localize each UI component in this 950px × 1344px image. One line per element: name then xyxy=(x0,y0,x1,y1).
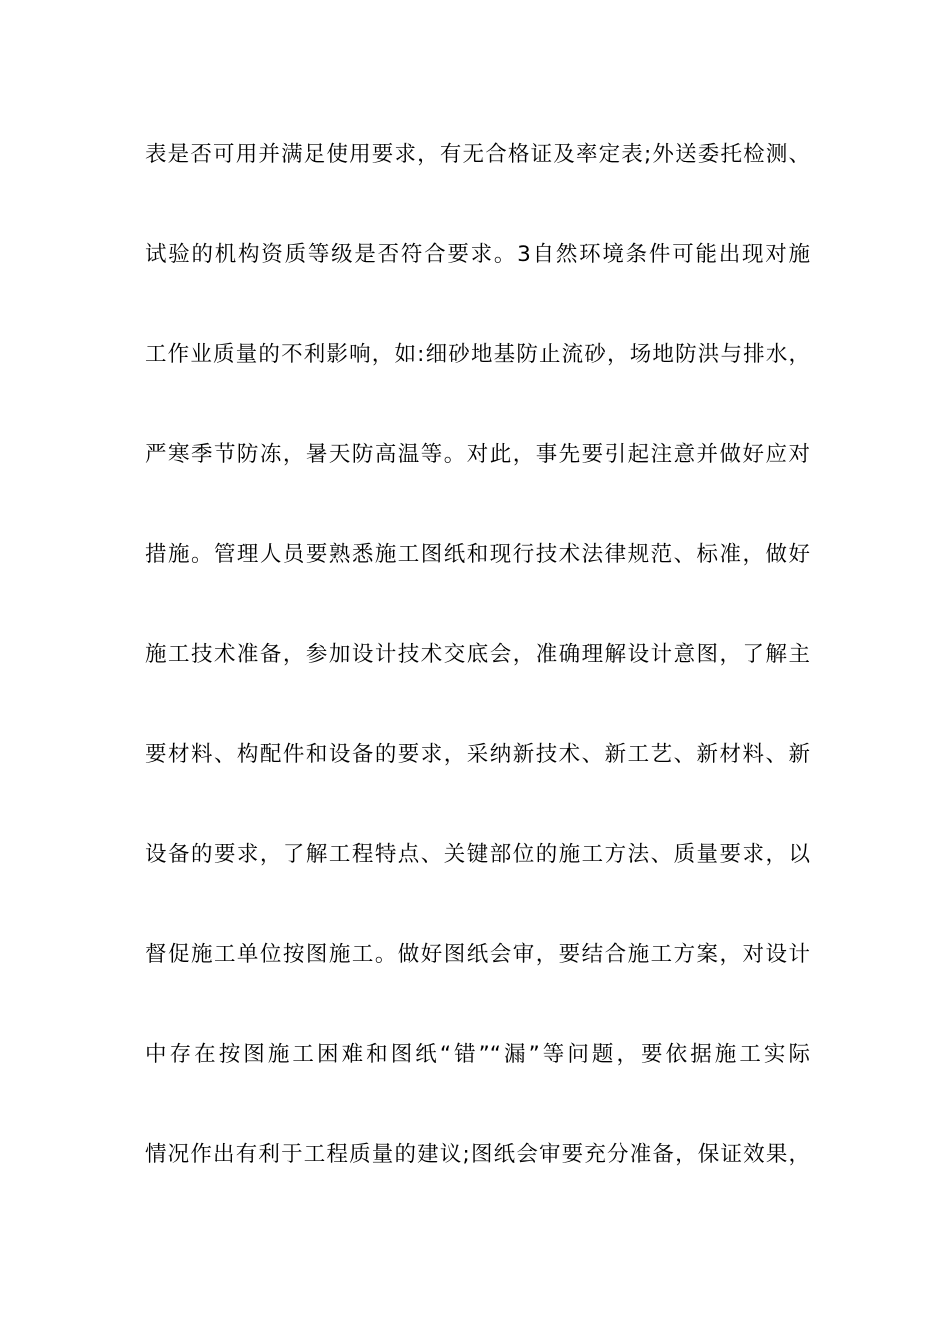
text-line: 工作业质量的不利影响，如:细砂地基防止流砂，场地防洪与排水， xyxy=(145,342,810,367)
text-line: 试验的机构资质等级是否符合要求。3自然环境条件可能出现对施 xyxy=(145,242,810,267)
text-line: 中存在按图施工困难和图纸“错”“漏”等问题，要依据施工实际 xyxy=(145,1042,810,1067)
text-line: 表是否可用并满足使用要求，有无合格证及率定表;外送委托检测、 xyxy=(145,142,810,167)
text-line: 设备的要求，了解工程特点、关键部位的施工方法、质量要求，以 xyxy=(145,842,810,867)
text-line: 措施。管理人员要熟悉施工图纸和现行技术法律规范、标准，做好 xyxy=(145,542,810,567)
text-line: 情况作出有利于工程质量的建议;图纸会审要充分准备，保证效果， xyxy=(145,1142,810,1167)
text-line: 施工技术准备，参加设计技术交底会，准确理解设计意图，了解主 xyxy=(145,642,810,667)
text-line: 督促施工单位按图施工。做好图纸会审，要结合施工方案，对设计 xyxy=(145,942,810,967)
text-line: 严寒季节防冻，暑天防高温等。对此，事先要引起注意并做好应对 xyxy=(145,442,810,467)
text-line: 要材料、构配件和设备的要求，采纳新技术、新工艺、新材料、新 xyxy=(145,742,810,767)
body-text xyxy=(145,130,810,1230)
